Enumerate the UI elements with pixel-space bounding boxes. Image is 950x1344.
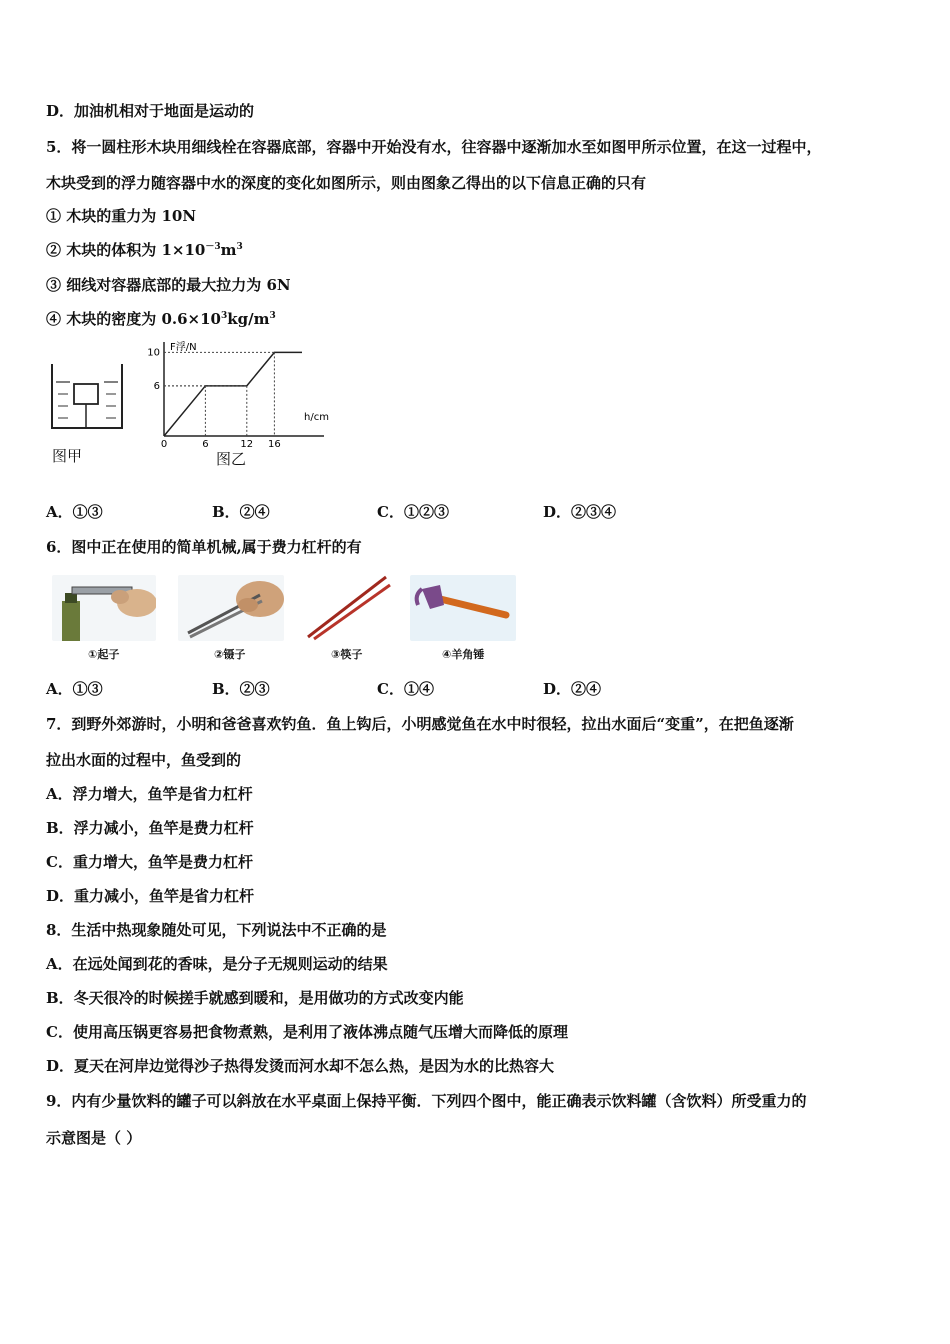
q6-caption-4: ④羊角锤 — [442, 648, 485, 661]
q7-stem-line2: 拉出水面的过程中，鱼受到的 — [46, 751, 242, 769]
q7-option-c[interactable]: C．重力增大，鱼竿是费力杠杆 — [46, 853, 253, 871]
buoyancy-chart — [140, 338, 350, 448]
q5-option-d[interactable]: D．②③④ — [543, 503, 617, 521]
tweezers-image — [178, 575, 284, 641]
q5-statement-1: ① 木块的重力为 10N — [46, 207, 197, 225]
q6-caption-3: ③筷子 — [331, 648, 363, 661]
q8-option-d[interactable]: D．夏天在河岸边觉得沙子热得发烫而河水却不怎么热，是因为水的比热容大 — [46, 1057, 555, 1075]
q6-caption-1: ①起子 — [88, 648, 120, 661]
chopsticks-image — [300, 575, 392, 641]
q7-option-a[interactable]: A．浮力增大，鱼竿是省力杠杆 — [46, 785, 253, 803]
q5-statement-3: ③ 细线对容器底部的最大拉力为 6N — [46, 276, 291, 294]
q7-option-d[interactable]: D．重力减小，鱼竿是省力杠杆 — [46, 887, 255, 905]
q6-option-d[interactable]: D．②④ — [543, 680, 602, 698]
bottle-opener-image — [52, 575, 156, 641]
q5-option-c[interactable]: C．①②③ — [377, 503, 449, 521]
y-axis-label: F浮/N — [170, 342, 197, 353]
q5-option-a[interactable]: A．①③ — [46, 503, 103, 521]
q9-stem-line2: 示意图是（ ） — [46, 1129, 142, 1147]
q7-option-b[interactable]: B．浮力减小，鱼竿是费力杠杆 — [46, 819, 254, 837]
q8-option-a[interactable]: A．在远处闻到花的香味，是分子无规则运动的结果 — [46, 955, 388, 973]
q5-statement-4: ④ 木块的密度为 $0.6\times 10^3kg/m^3$ — [46, 310, 276, 328]
y-tick-label: 6 — [153, 380, 160, 392]
y-tick-label: 10 — [147, 347, 160, 359]
x-tick-label: 16 — [268, 439, 281, 448]
q5-statement-2: ② 木块的体积为 $1\times 10^{-3}m^3$ — [46, 241, 243, 259]
q8-option-c[interactable]: C．使用高压锅更容易把食物煮熟，是利用了液体沸点随气压增大而降低的原理 — [46, 1023, 568, 1041]
x-tick-label: 0 — [160, 439, 168, 448]
figure-a-caption: 图甲 — [52, 447, 83, 465]
q6-caption-2: ②镊子 — [214, 648, 246, 661]
q8-option-b[interactable]: B．冬天很冷的时候搓手就感到暖和，是用做功的方式改变内能 — [46, 989, 464, 1007]
x-tick-label: 6 — [202, 439, 209, 448]
q5-stem-line2: 木块受到的浮力随容器中水的深度的变化如图所示，则由图象乙得出的以下信息正确的只有 — [46, 174, 647, 192]
figure-b-caption: 图乙 — [216, 450, 247, 468]
q5-stem-line1: 5．将一圆柱形木块用细线栓在容器底部，容器中开始没有水，往容器中逐渐加水至如图甲所示位置，在这一过程中， — [46, 138, 822, 156]
q6-option-b[interactable]: B．②③ — [212, 680, 270, 698]
q7-stem-line1: 7．到野外郊游时，小明和爸爸喜欢钓鱼．鱼上钩后，小明感觉鱼在水中时很轻，拉出水面后“变重”，在把鱼逐渐 — [46, 715, 794, 733]
q4-option-d: D．加油机相对于地面是运动的 — [46, 102, 255, 120]
series-line — [164, 352, 302, 436]
x-tick-label: 12 — [240, 439, 254, 448]
q6-stem: 6．图中正在使用的简单机械,属于费力杠杆的有 — [46, 538, 362, 556]
x-axis-label: h/cm — [304, 412, 329, 423]
q6-option-a[interactable]: A．①③ — [46, 680, 103, 698]
q6-option-c[interactable]: C．①④ — [377, 680, 434, 698]
figure-container-diagram — [46, 360, 130, 436]
q5-option-b[interactable]: B．②④ — [212, 503, 270, 521]
claw-hammer-image — [410, 575, 516, 641]
q9-stem-line1: 9．内有少量饮料的罐子可以斜放在水平桌面上保持平衡．下列四个图中，能正确表示饮料罐（含饮料）所受重力的 — [46, 1092, 807, 1110]
q8-stem: 8．生活中热现象随处可见，下列说法中不正确的是 — [46, 921, 387, 939]
